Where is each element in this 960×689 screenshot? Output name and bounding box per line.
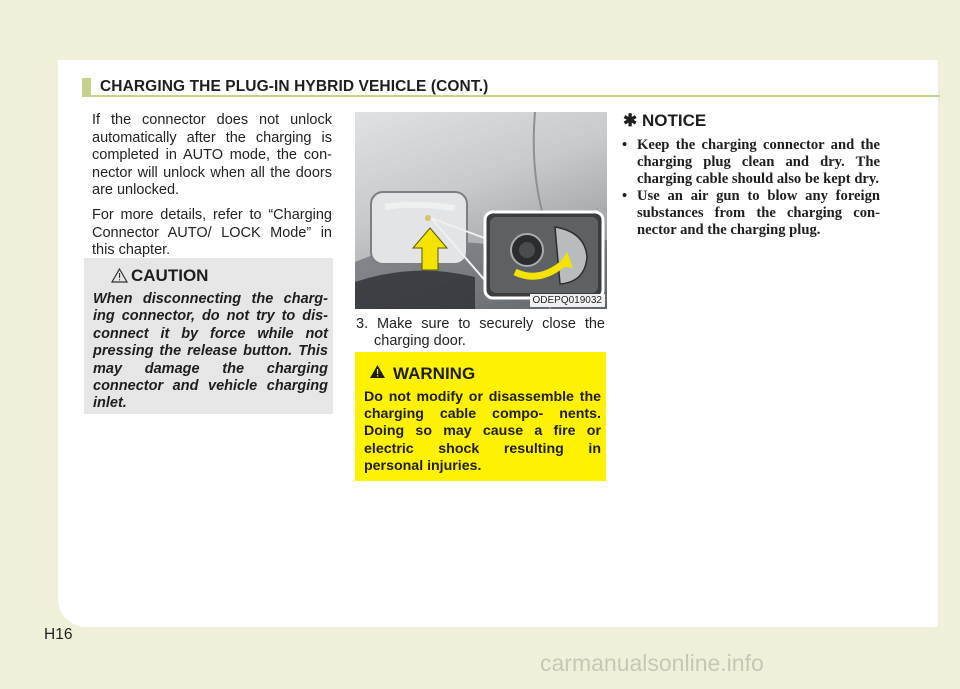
warning-box [355, 352, 606, 481]
header-underline [82, 95, 940, 97]
figure-code: ODEPQ019032 [530, 294, 606, 307]
notice-item [622, 188, 880, 239]
section-header [62, 63, 940, 97]
warning-title: WARNING [393, 364, 476, 383]
bullet-icon: • [622, 137, 628, 153]
notice-title: ✱ NOTICE [623, 111, 707, 130]
notice-list [622, 137, 880, 239]
caution-triangle-icon [111, 268, 128, 283]
column-left-text [92, 112, 332, 267]
caution-text: When disconnecting the charg- ing connector, do not try to dis- connect it by force while not pressing the release button. This may damage the charging connector and vehicle charging inlet. [93, 291, 328, 412]
section-title: CHARGING THE PLUG-IN HYBRID VEHICLE (CONT.) [100, 78, 489, 95]
caution-box [84, 258, 333, 414]
warning-triangle-icon [369, 364, 386, 379]
step-3-instruction: 3. Make sure to securely close the charging door. [356, 316, 605, 350]
warning-text: Do not modify or disassemble the charging cable compo- nents. Doing so may cause a fire or electric shock resulting in personal injuries. [364, 389, 601, 474]
notice-item [622, 137, 880, 188]
bullet-icon: • [622, 188, 628, 204]
caution-title: CAUTION [131, 266, 209, 285]
notice-item-text: Keep the charging connector and the charging plug clean and dry. The charging cable should also be kept dry. [637, 137, 880, 187]
charging-door-figure [355, 112, 607, 309]
paragraph-reference: For more details, refer to “Charging Connector AUTO/ LOCK Mode” in this chapter. [92, 206, 332, 259]
paragraph-unlock-info: If the connector does not unlock automatically after the charging is completed in AUTO mode, the con- nector will unlock when all the doors are unlocked. [92, 112, 332, 199]
watermark: carmanualsonline.info [540, 650, 764, 676]
page-number: H16 [44, 626, 73, 643]
charging-door-illustration [355, 112, 607, 309]
notice-item-text: Use an air gun to blow any foreign substances from the charging con- nector and the charging plug. [637, 188, 880, 238]
header-accent-bar [82, 78, 91, 96]
